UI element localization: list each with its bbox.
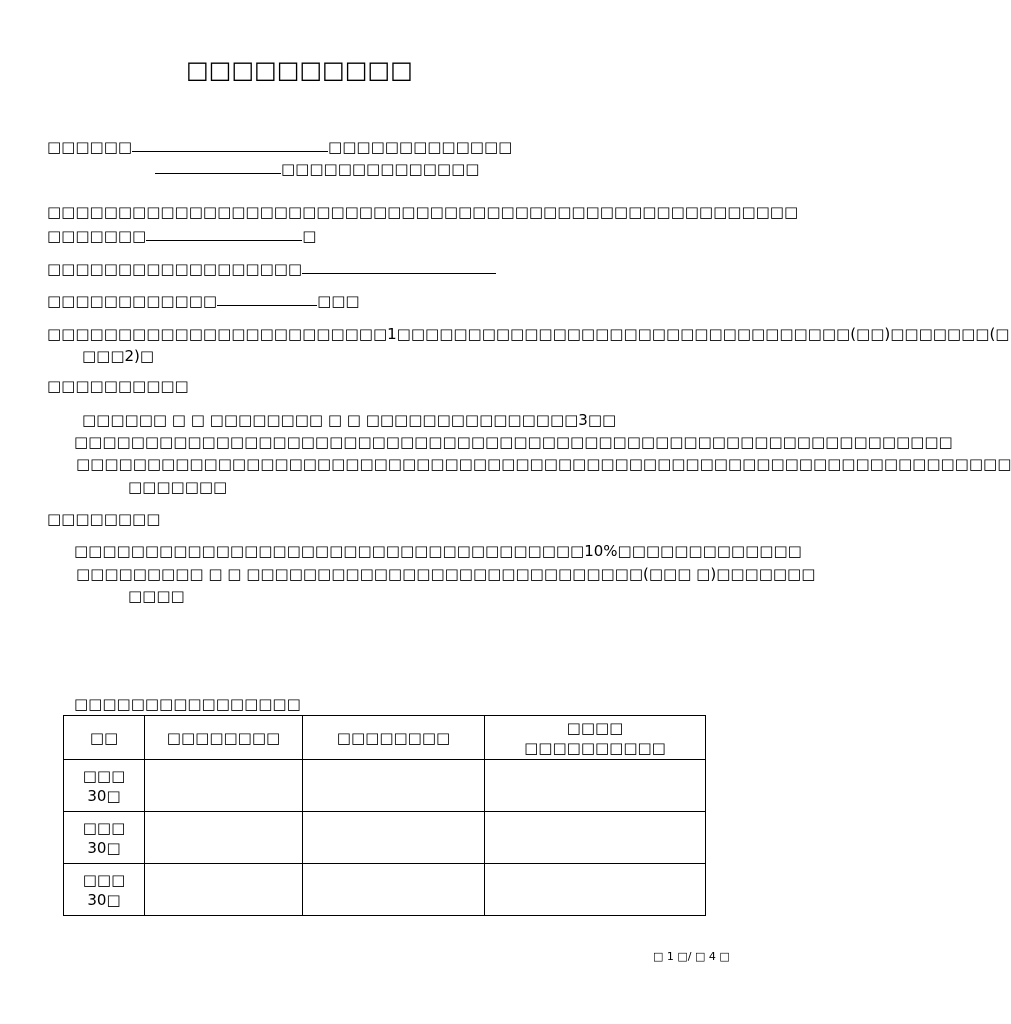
section-1-line-2: □□□□□□□□□□□□□□□□□□□□□□□□□□□□□□□□□□□□□□□□□□□□□□□□□□□□□□□□□□□□□□: [74, 433, 953, 451]
paragraph-4-line-1: □□□□□□□□□□□□□□□□□□□□□□□□1□□□□□□□□□□□□□□□□□□□□□□□□□□□□□□□□(□□)□□□□□□□(□: [47, 325, 1010, 343]
table-cell[interactable]: [145, 864, 303, 916]
row-label: □□□: [82, 870, 126, 889]
header-cell: □□: [64, 716, 145, 760]
header-cell: □□□□□□□□: [303, 716, 485, 760]
paragraph-2: [47, 258, 496, 279]
table-cell[interactable]: [145, 812, 303, 864]
section-1-line-4: □□□□□□□: [128, 478, 228, 496]
blank-field[interactable]: [146, 225, 302, 241]
table-cell[interactable]: [303, 760, 485, 812]
row-sublabel: 30□: [87, 838, 121, 857]
paragraph-3-suffix: □□□: [317, 292, 360, 310]
table-row: [64, 760, 706, 812]
blank-field[interactable]: [155, 158, 281, 174]
blank-field[interactable]: [132, 136, 328, 152]
party-line-1: [47, 136, 512, 157]
row-label: □□□: [82, 766, 126, 785]
record-table: [63, 715, 706, 916]
row-sublabel: 30□: [87, 890, 121, 909]
table-cell[interactable]: [485, 864, 706, 916]
section-2-line-2: □□□□□□□□□ □ □ □□□□□□□□□□□□□□□□□□□□□□□□□□□□(□□□ □)□□□□□□□: [76, 565, 816, 583]
paragraph-1-line-1: □□□□□□□□□□□□□□□□□□□□□□□□□□□□□□□□□□□□□□□□□□□□□□□□□□□□□: [47, 203, 799, 221]
section-1-line-1: □□□□□□ □ □ □□□□□□□□ □ □ □□□□□□□□□□□□□□□3□□: [82, 411, 617, 429]
paragraph-3-prefix: □□□□□□□□□□□□: [47, 292, 218, 310]
paragraph-2-text: □□□□□□□□□□□□□□□□□□: [47, 260, 303, 278]
header-cell-line: □□□□□□□□□□: [524, 738, 666, 757]
section-2-heading: □□□□□□□□: [47, 510, 161, 528]
header-cell-line: □□□□: [566, 718, 624, 737]
section-2-line-1: □□□□□□□□□□□□□□□□□□□□□□□□□□□□□□□□□□□□10%□□□□□□□□□□□□□: [74, 542, 802, 560]
document-title: □□□□□□□□□□: [186, 56, 413, 84]
party-line-1-suffix: □□□□□□□□□□□□□: [328, 138, 513, 156]
party-line-2-suffix: □□□□□□□□□□□□□□: [281, 160, 480, 178]
table-header-row: [64, 716, 706, 760]
row-label-cell: [64, 864, 145, 916]
table-cell[interactable]: [303, 812, 485, 864]
table-cell[interactable]: [145, 760, 303, 812]
page-number: □ 1 □/ □ 4 □: [653, 950, 730, 963]
header-cell: [485, 716, 706, 760]
party-line-2: [155, 158, 479, 179]
section-2-line-3: □□□□: [128, 587, 185, 605]
table-cell[interactable]: [485, 760, 706, 812]
table-caption: □□□□□□□□□□□□□□□□: [74, 695, 301, 713]
table-cell[interactable]: [303, 864, 485, 916]
section-1-line-3: □□□□□□□□□□□□□□□□□□□□□□□□□□□□□□□□□□□□□□□□□□□□□□□□□□□□□□□□□□□□□□□□□□: [76, 455, 1011, 473]
blank-field[interactable]: [302, 258, 496, 274]
row-label: □□□: [82, 818, 126, 837]
row-label-cell: [64, 812, 145, 864]
paragraph-1-prefix: □□□□□□□: [47, 227, 147, 245]
header-cell: □□□□□□□□: [145, 716, 303, 760]
party-label: □□□□□□: [47, 138, 133, 156]
table-cell[interactable]: [485, 812, 706, 864]
paragraph-3: [47, 290, 360, 311]
table-row: [64, 864, 706, 916]
paragraph-1-line-2: [47, 225, 316, 246]
row-label-cell: [64, 760, 145, 812]
section-1-heading: □□□□□□□□□□: [47, 377, 189, 395]
table-row: [64, 812, 706, 864]
paragraph-4-line-2: □□□2)□: [82, 347, 155, 365]
paragraph-1-suffix: □: [302, 227, 317, 245]
row-sublabel: 30□: [87, 786, 121, 805]
blank-field[interactable]: [217, 290, 317, 306]
